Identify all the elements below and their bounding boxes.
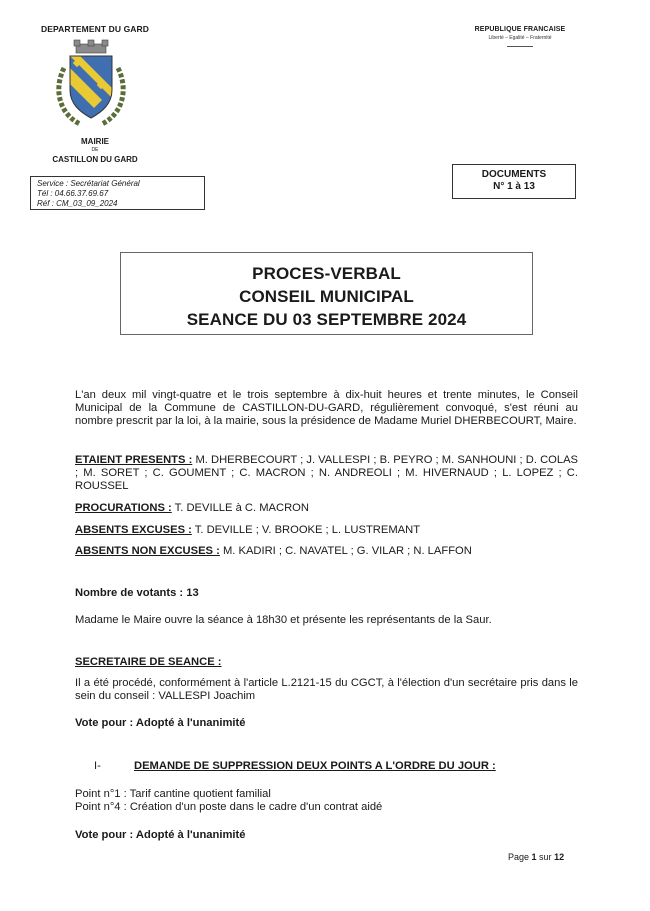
secretaire-paragraph: Il a été procédé, conformément à l'article L.2121-15 du CGCT, à l'élection d'un secrétaire pris dans le sein du conseil : VALLESPI Joachim xyxy=(75,677,578,702)
section-1-number: I- xyxy=(94,760,101,772)
procurations-paragraph xyxy=(75,502,578,515)
mairie-name xyxy=(30,136,160,165)
non-excuses-text: M. KADIRI ; C. NAVATEL ; G. VILAR ; N. LAFFON xyxy=(219,545,472,557)
service-reference: Réf : CM_03_09_2024 xyxy=(37,199,118,208)
mairie-line3: CASTILLON DU GARD xyxy=(52,155,138,164)
page-current: 1 xyxy=(531,852,537,862)
republic-motto: Liberté – Egalité – Fraternité xyxy=(488,35,552,41)
page-prefix: Page xyxy=(508,852,532,862)
section-1-title: DEMANDE DE SUPPRESSION DEUX POINTS A L'ORDRE DU JOUR : xyxy=(134,760,496,772)
present-paragraph xyxy=(75,454,578,493)
votants-count: Nombre de votants : 13 xyxy=(75,587,199,599)
documents-box xyxy=(452,164,576,199)
mairie-line1: MAIRIE xyxy=(81,137,109,146)
opening-paragraph: Madame le Maire ouvre la séance à 18h30 et présente les représentants de la Saur. xyxy=(75,614,492,626)
present-label: ETAIENT PRESENTS : xyxy=(75,454,193,466)
vote-result-1: Vote pour : Adopté à l'unanimité xyxy=(75,717,246,729)
excuses-label: ABSENTS EXCUSES : xyxy=(75,524,192,536)
service-line1: Service : Secrétariat Général xyxy=(37,179,140,188)
non-excuses-paragraph xyxy=(75,545,578,558)
title-box xyxy=(120,252,533,335)
title-line2: CONSEIL MUNICIPAL xyxy=(239,287,414,306)
page-middle: sur xyxy=(536,852,555,862)
documents-label: DOCUMENTS xyxy=(481,169,547,180)
vote-result-2: Vote pour : Adopté à l'unanimité xyxy=(75,829,246,841)
republic-header xyxy=(460,26,580,47)
coat-of-arms-logo xyxy=(50,38,132,130)
documents-range: N° 1 à 13 xyxy=(493,181,535,192)
point-4: Point n°4 : Création d'un poste dans le cadre d'un contrat aidé xyxy=(75,801,383,813)
service-phone: Tél : 04.66.37.69.67 xyxy=(37,189,109,198)
republic-divider xyxy=(507,46,533,47)
intro-paragraph: L'an deux mil vingt-quatre et le trois septembre à dix-huit heures et trente minutes, le Conseil Municipal de la Commune de CASTILLON-DU-GARD, régulièrement convoqué, s'est réuni au nombre prescrit par la loi, à la mairie, sous la présidence de Madame Muriel DHERBECOURT, Maire. xyxy=(75,389,578,427)
procurations-label: PROCURATIONS : xyxy=(75,502,172,514)
section-1-heading xyxy=(75,760,578,773)
republic-title: REPUBLIQUE FRANCAISE xyxy=(474,26,566,33)
department-name: DEPARTEMENT DU GARD xyxy=(41,24,149,34)
page-number xyxy=(508,852,564,862)
page-total: 12 xyxy=(554,852,565,862)
non-excuses-label: ABSENTS NON EXCUSES : xyxy=(75,545,220,557)
procurations-text: T. DEVILLE à C. MACRON xyxy=(171,502,309,514)
title-line3: SEANCE DU 03 SEPTEMBRE 2024 xyxy=(186,310,467,329)
service-box xyxy=(30,176,205,210)
point-1: Point n°1 : Tarif cantine quotient familial xyxy=(75,788,271,800)
present-list: M. DHERBECOURT ; J. VALLESPI ; B. PEYRO ; M. SANHOUNI ; D. COLAS ; M. SORET ; C. GOUMENT ; C. MACRON ; N. ANDREOLI ; M. HIVERNAUD ; L. LOPEZ ; C. ROUSSEL xyxy=(75,454,578,492)
secretaire-heading: SECRETAIRE DE SEANCE : xyxy=(75,656,222,668)
excuses-paragraph xyxy=(75,524,578,537)
title-line1: PROCES-VERBAL xyxy=(252,264,401,283)
mairie-line2: DE xyxy=(91,147,99,153)
excuses-text: T. DEVILLE ; V. BROOKE ; L. LUSTREMANT xyxy=(191,524,421,536)
